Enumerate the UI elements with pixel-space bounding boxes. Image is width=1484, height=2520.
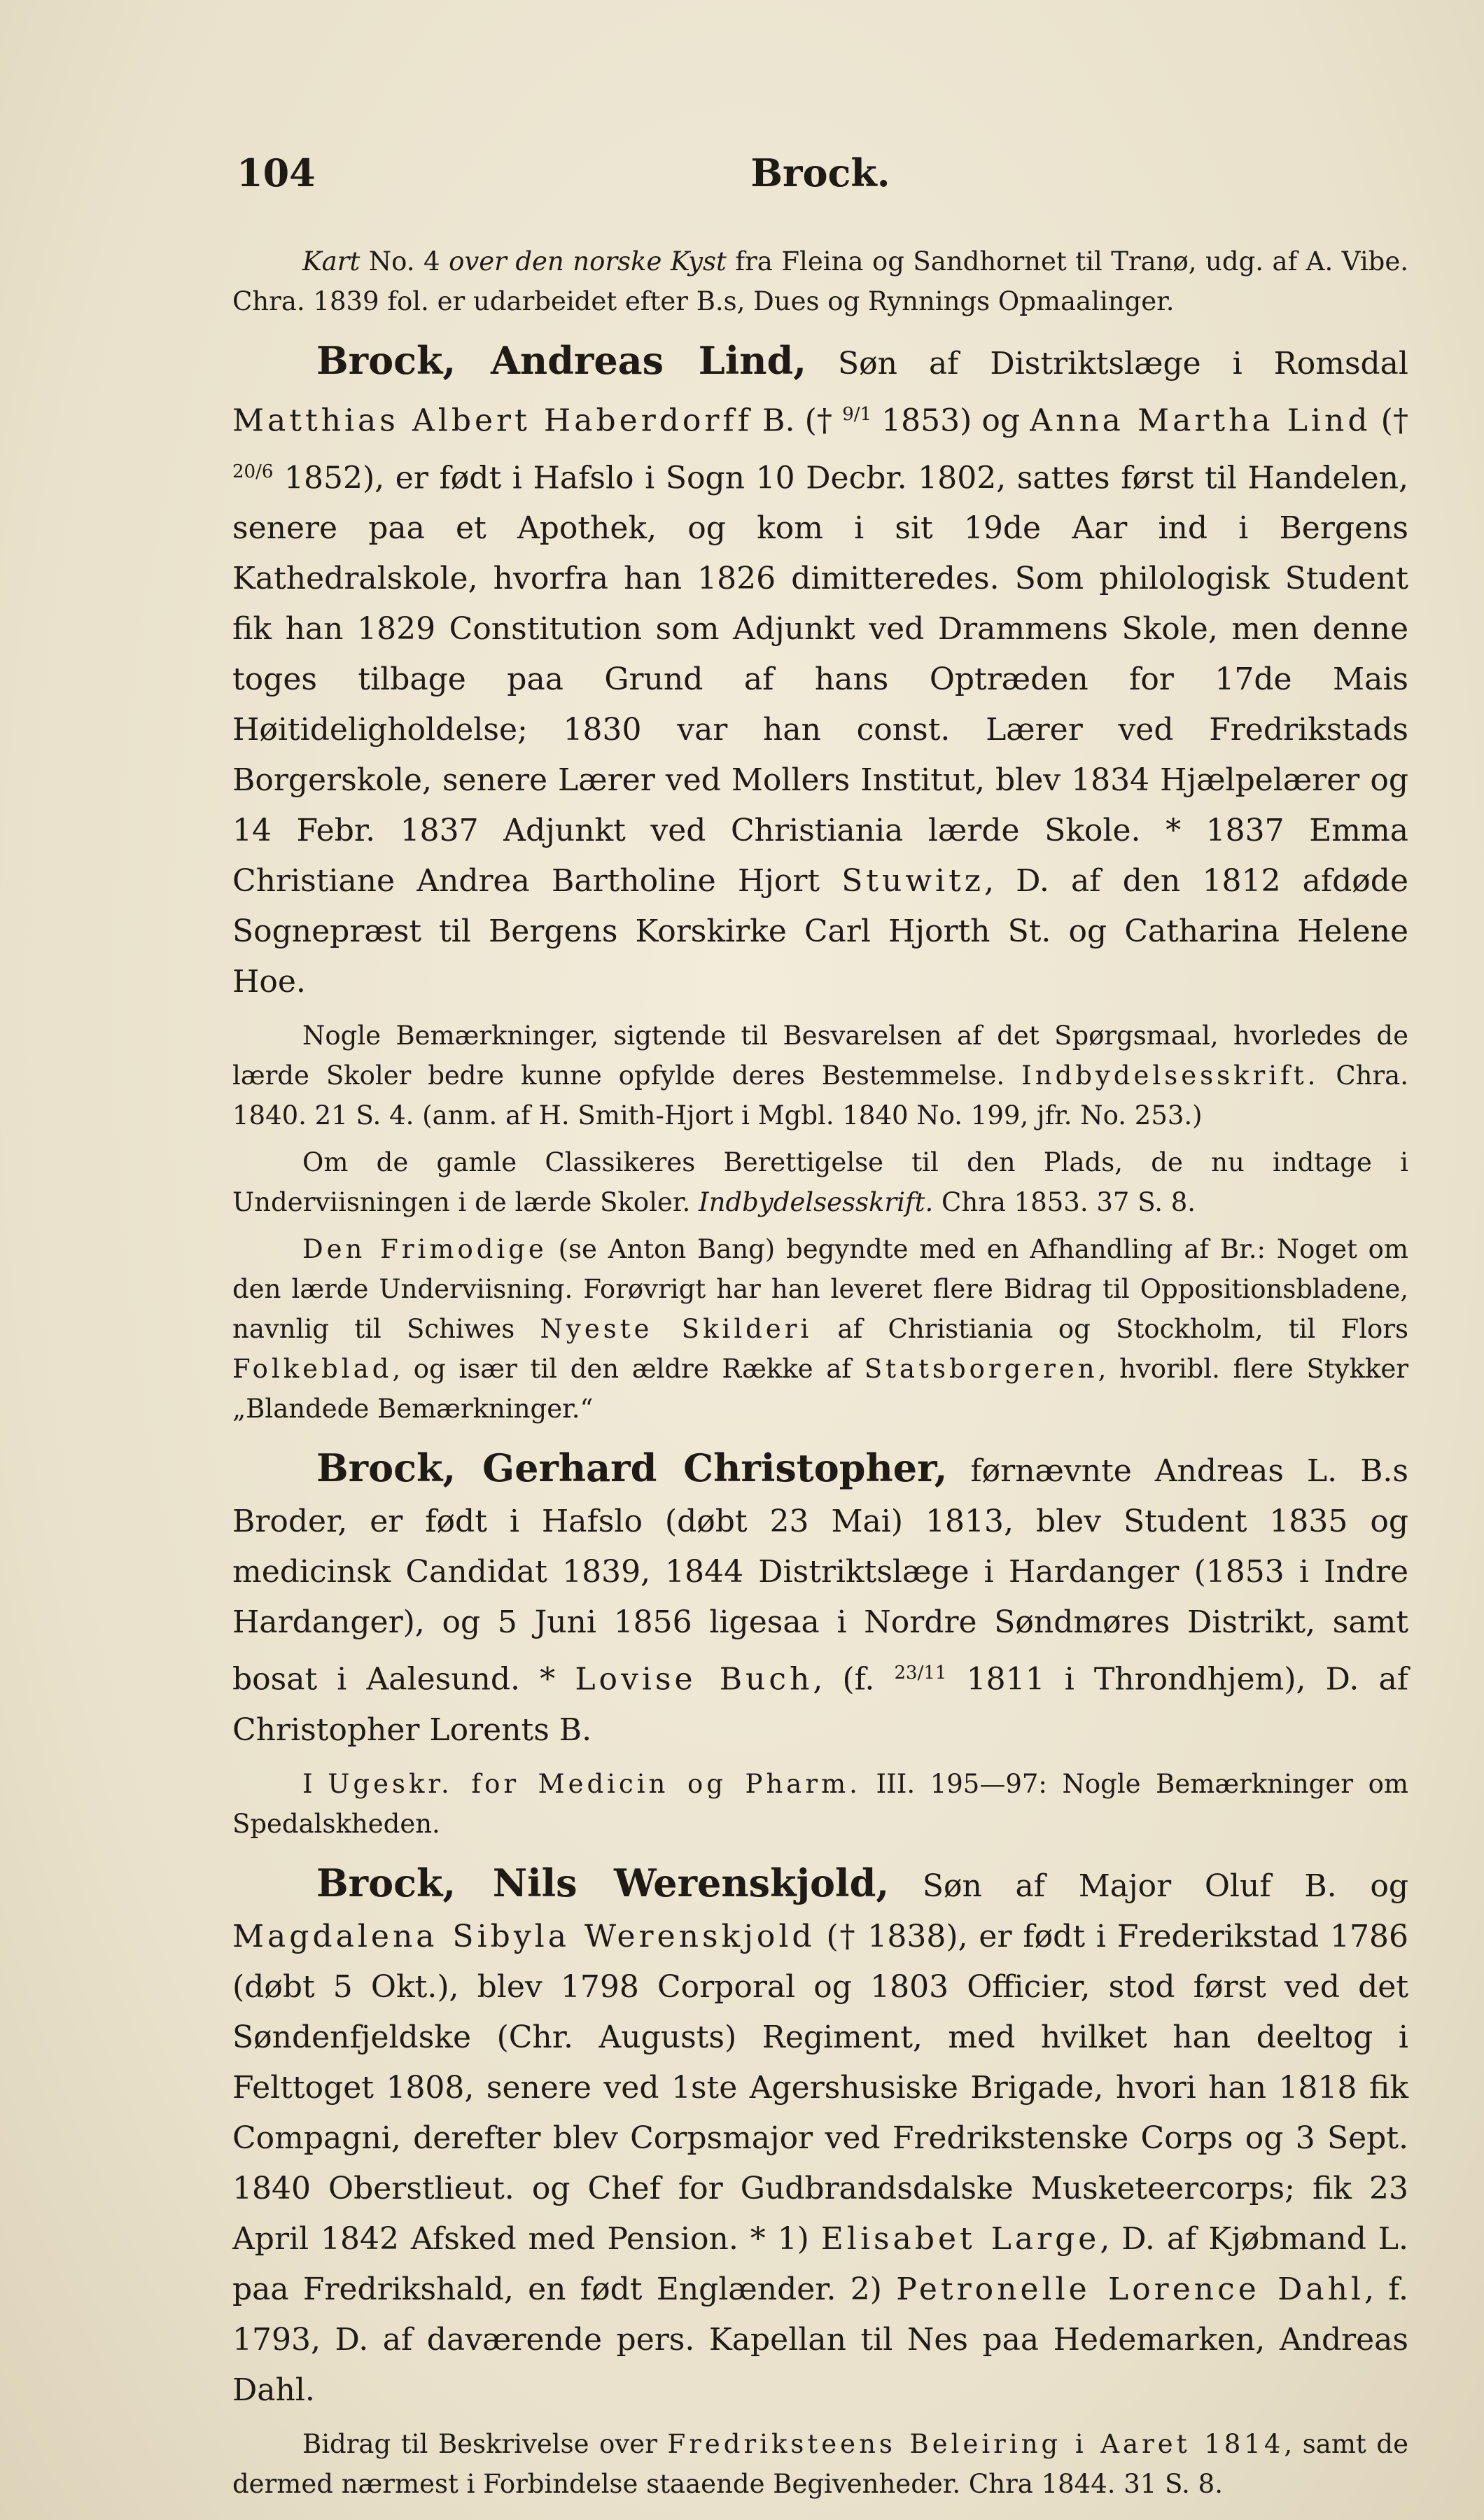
intro-paragraph: Kart No. 4 over den norske Kyst fra Fleina og Sandhornet til Tranø, udg. af A. Vibe. Chra. 1839 fol. er udarbeidet efter B.s, Dues og Rynnings Opmaalinger. <box>232 246 1408 316</box>
work-item: I Ugeskr. for Medicin og Pharm. III. 195—97: Nogle Bemærkninger om Spedalskheden. <box>232 1768 1408 1839</box>
work-item: Om de gamle Classikeres Berettigelse til den Plads, de nu indtage i Underviisningen i de lærde Skoler. Indbydelsesskrift. Chra 1853. 37 S. 8. <box>232 1147 1408 1218</box>
work-item: Bidrag til Beskrivelse over Fredriksteens Beleiring i Aaret 1814, samt de dermed nærmest i Forbindelse staaende Begivenheder. Chra 1844. 31 S. 8. <box>232 2428 1409 2499</box>
kart-title: Kart <box>302 246 360 276</box>
entry-heading: Brock, Gerhard Christopher, <box>316 1446 948 1491</box>
work-item: Nogle Bemærkninger, sigtende til Besvarelsen af det Spørgsmaal, hvorledes de lærde Skoler bedre kunne opfylde deres Bestemmelse. Indbydelsesskrift. Chra. 1840. 21 S. 4. (anm. af H. Smith-Hjort i Mgbl. 1840 No. 199, jfr. No. 253.) <box>232 1021 1408 1131</box>
entry-heading: Brock, Andreas Lind, <box>316 338 807 383</box>
page-body <box>232 150 1408 2511</box>
entry-gerhard-christopher: Brock, Gerhard Christopher, førnævnte Andreas L. B.s Broder, er født i Hafslo (døbt 23 Mai) 1813, blev Student 1835 og medicinsk Candidat 1839, 1844 Distriktslæge i Hardanger (1853 i Indre Hardanger), og 5 Juni 1856 ligesaa i Nordre Søndmøres Distrikt, samt bosat i Aalesund. * Lovise Buch, (f. $^{23/11}$ 1811 i Throndhjem), D. af Christopher Lorents B. <box>232 1446 1409 1748</box>
entry-heading: Brock, Nils Werenskjold, <box>316 1860 890 1905</box>
running-title: Brock. <box>750 150 890 195</box>
work-item: Den Frimodige (se Anton Bang) begyndte med en Afhandling af Br.: Noget om den lærde Underviisning. Forøvrigt har han leveret flere Bidrag til Oppositionsbladene, navnlig til Schiwes Nyeste Skilderi af Christiania og Stockholm, til Flors Folkeblad, og især til den ældre Række af Statsborgeren, hvoribl. flere Stykker „Blandede Bemærkninger.“ <box>232 1234 1409 1424</box>
page-number: 104 <box>237 150 316 195</box>
kart-italic: over den norske Kyst <box>449 246 727 276</box>
entry-andreas-lind: Brock, Andreas Lind, Søn af Distriktslæge i Romsdal Matthias Albert Haberdorff B. († $^{9/1}$ 1853) og Anna Martha Lind († $^{20/6}$ 1852), er født i Hafslo i Sogn 10 Decbr. 1802, sattes først til Handelen, senere paa et Apothek, og kom i sit 19de Aar ind i Bergens Kathedralskole, hvorfra han 1826 dimitteredes. Som philologisk Student fik han 1829 Constitution som Adjunkt ved Drammens Skole, men denne toges tilbage paa Grund af hans Optræden for 17de Mais Høitideligholdelse; 1830 var han const. Lærer ved Fredrikstads Borgerskole, senere Lærer ved Mollers Institut, blev 1834 Hjælpelærer og 14 Febr. 1837 Adjunkt ved Christiania lærde Skole. * 1837 Emma Christiane Andrea Bartholine Hjort Stuwitz, D. af den 1812 afdøde Sognepræst til Bergens Korskirke Carl Hjorth St. og Catharina Helene Hoe. <box>232 338 1408 1000</box>
running-header <box>232 150 1408 214</box>
entry-nils-werenskjold: Brock, Nils Werenskjold, Søn af Major Oluf B. og Magdalena Sibyla Werenskjold († 1838), er født i Frederikstad 1786 (døbt 5 Okt.), blev 1798 Corporal og 1803 Officier, stod først ved det Søndenfjeldske (Chr. Augusts) Regiment, med hvilket han deeltog i Felttoget 1808, senere ved 1ste Agershusiske Brigade, hvori han 1818 fik Compagni, derefter blev Corpsmajor ved Fredrikstenske Corps og 3 Sept. 1840 Oberstlieut. og Chef for Gudbrandsdalske Musketeercorps; fik 23 April 1842 Afsked med Pension. * 1) Elisabet Large, D. af Kjøbmand L. paa Fredrikshald, en født Englænder. 2) Petronelle Lorence Dahl, f. 1793, D. af daværende pers. Kapellan til Nes paa Hedemarken, Andreas Dahl. <box>232 1860 1408 2408</box>
